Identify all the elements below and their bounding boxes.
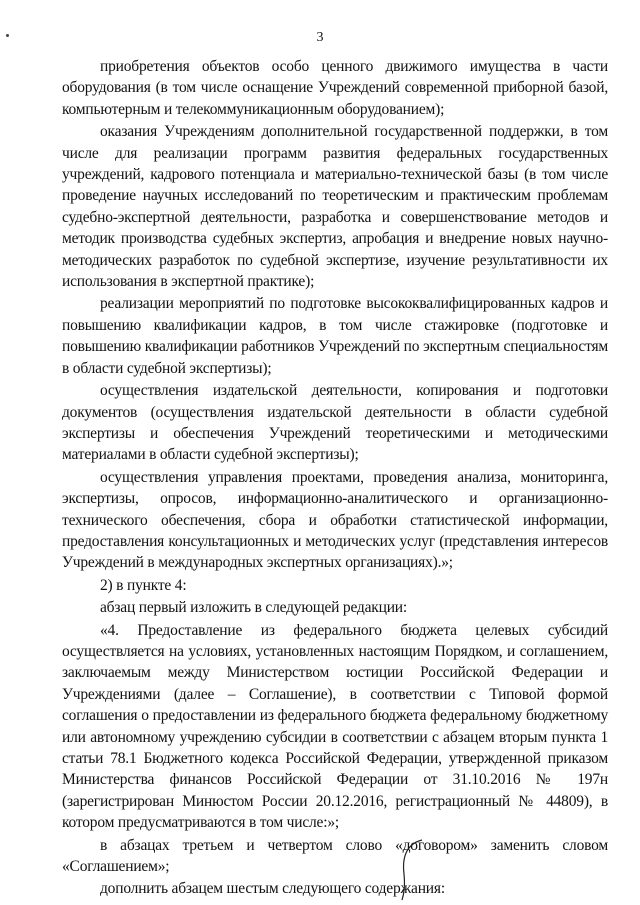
paragraph: дополнить абзацем шестым следующего содержания: xyxy=(100,880,445,898)
paragraph: осуществления издательской деятельности, копирования и подготовки документов (осуществления издательской деятельности в области судебной экспертизы и обеспечения Учреждений теоретическими и методическими материалами в области судебной экспертизы); xyxy=(62,382,608,464)
paragraph: приобретения объектов особо ценного движимого имущества в части оборудования (в том числе оснащение Учреждений современной приборной базой, компьютерным и телекоммуникационным оборудованием); xyxy=(62,58,608,118)
paragraph: осуществления управления проектами, проведения анализа, мониторинга, экспертизы, опросов, информационно-аналитического и организационно-технического обеспечения, сбора и обработки статистической информации, предоставления консультационных и методических услуг (представления интересов Учреждений в международных экспертных организациях).»; xyxy=(62,468,608,572)
paragraph: абзац первый изложить в следующей редакции: xyxy=(100,599,408,617)
paragraph: 2) в пункте 4: xyxy=(100,576,187,594)
page-number: 3 xyxy=(316,30,324,45)
paragraph: реализации мероприятий по подготовке высококвалифицированных кадров и повышению квалификации кадров, в том числе стажировке (подготовке и повышению квалификации работников Учреждений по экспертным специальностям в области судебной экспертизы); xyxy=(62,295,608,377)
paragraph: оказания Учреждениям дополнительной государственной поддержки, в том числе для реализации программ развития федеральных государственных учреждений, кадрового потенциала и материально-технической базы (в том числе проведение научных исследований по теоретическим и практическим проблемам судебно-экспертной деятельности, разработка и совершенствование методов и методик производства судебных экспертиз, апробация и внедрение новых научно-методических разработок по судебной экспертизе, изучение результативности их использования в экспертной практике); xyxy=(62,123,608,291)
paragraph: «4. Предоставление из федерального бюджета целевых субсидий осуществляется на условиях, установленных настоящим Порядком, и соглашением, заключаемым между Министерством юстиции Российской Федерации и Учреждениями (далее – Соглашение), в соответствии с Типовой формой соглашения о предоставлении из федерального бюджета федеральному бюджетному или автономному учреждению субсидии в соответствии с абзацем вторым пункта 1 статьи 78.1 Бюджетного кодекса Российской Федерации, утвержденной приказом Министерства финансов Российской Федерации от 31.10.2016 № 197н (зарегистрирован Минюстом России 20.12.2016, регистрационный № 44809), в котором предусматриваются в том числе:»; xyxy=(62,621,608,832)
handwritten-mark xyxy=(392,838,452,902)
paragraph: в абзацах третьем и четвертом слово «договором» заменить словом «Соглашением»; xyxy=(62,836,608,876)
document-body xyxy=(62,56,608,900)
